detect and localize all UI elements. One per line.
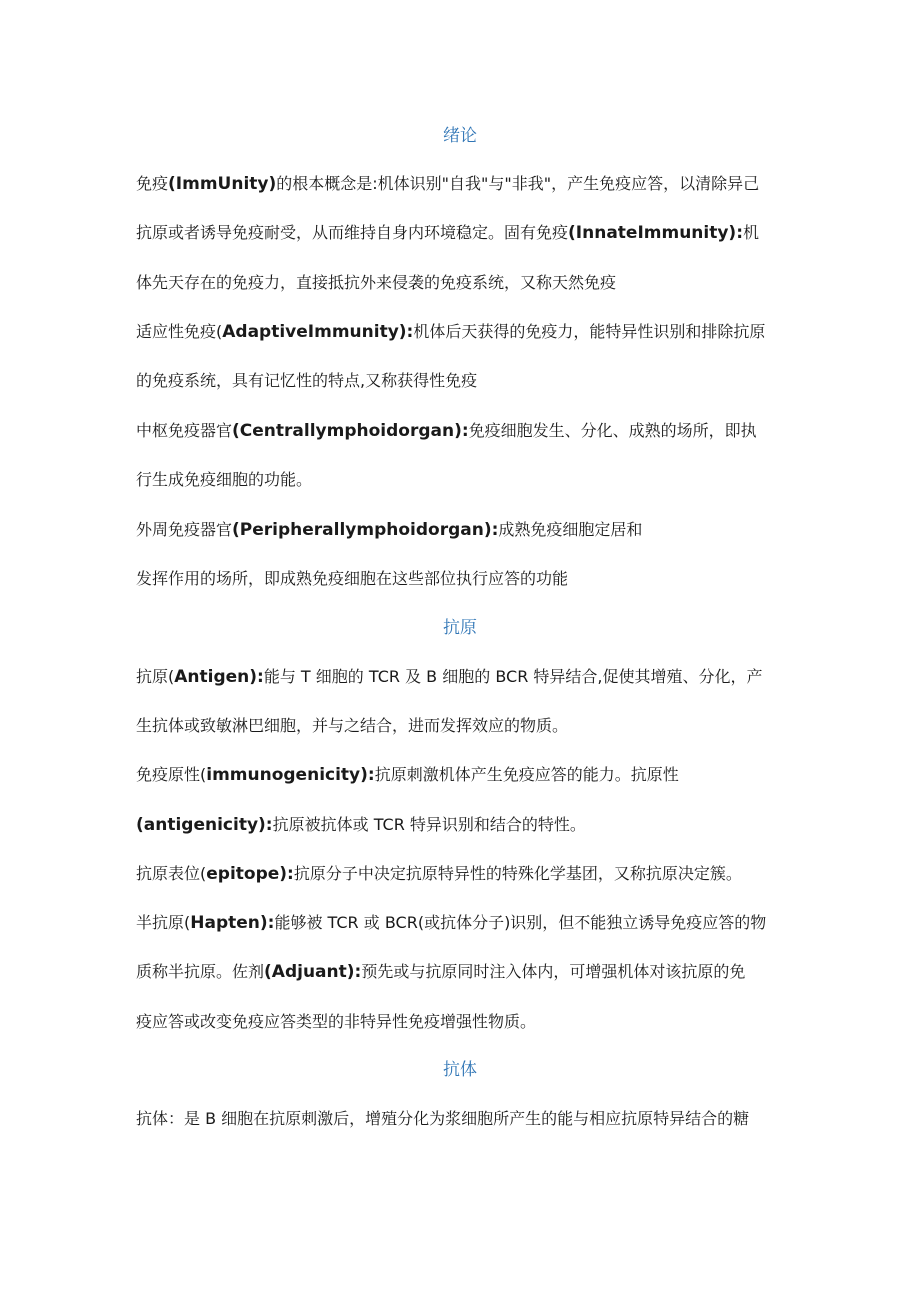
paragraph-line: 抗原或者诱导免疫耐受，从而维持自身内环境稳定。固有免疫(InnateImmunity):机 <box>136 223 760 243</box>
section-heading-introduction: 绪论 <box>443 126 477 146</box>
paragraph-line: 半抗原(Hapten):能够被 TCR 或 BCR(或抗体分子)识别，但不能独立诱导免疫应答的物 <box>136 913 767 933</box>
paragraph-line: 生抗体或致敏淋巴细胞，并与之结合，进而发挥效应的物质。 <box>136 716 569 735</box>
paragraph-line: 质称半抗原。佐剂(Adjuant):预先或与抗原同时注入体内，可增强机体对该抗原的免 <box>136 962 746 982</box>
paragraph-line: 适应性免疫(AdaptiveImmunity):机体后天获得的免疫力，能特异性识别和排除抗原 <box>136 322 766 342</box>
paragraph-line: 抗原(Antigen):能与 T 细胞的 TCR 及 B 细胞的 BCR 特异结合,促使其增殖、分化，产 <box>136 667 763 687</box>
paragraph-line: (antigenicity):抗原被抗体或 TCR 特异识别和结合的特性。 <box>136 815 586 835</box>
paragraph-line: 免疫(ImmUnity)的根本概念是:机体识别"自我"与"非我"，产生免疫应答，以清除异己 <box>136 174 760 194</box>
paragraph-line: 的免疫系统，具有记忆性的特点,又称获得性免疫 <box>136 371 478 390</box>
term: (Centrallymphoidorgan): <box>232 421 469 441</box>
paragraph-line: 行生成免疫细胞的功能。 <box>136 470 313 489</box>
term: (InnateImmunity): <box>568 223 744 243</box>
paragraph-line: 抗原表位(epitope):抗原分子中决定抗原特异性的特殊化学基团，又称抗原决定簇。 <box>136 864 742 884</box>
term: (Peripherallymphoidorgan): <box>232 520 499 540</box>
paragraph-line: 疫应答或改变免疫应答类型的非特异性免疫增强性物质。 <box>136 1012 537 1031</box>
paragraph-line: 抗体：是 B 细胞在抗原刺激后，增殖分化为浆细胞所产生的能与相应抗原特异结合的糖 <box>136 1109 750 1128</box>
term: (antigenicity): <box>136 815 273 835</box>
paragraph-line: 免疫原性(immunogenicity):抗原刺激机体产生免疫应答的能力。抗原性 <box>136 765 679 785</box>
paragraph-line: 发挥作用的场所，即成熟免疫细胞在这些部位执行应答的功能 <box>136 569 569 588</box>
term: immunogenicity): <box>206 765 375 785</box>
term: Antigen): <box>174 667 264 687</box>
paragraph-line: 中枢免疫器官(Centrallymphoidorgan):免疫细胞发生、分化、成熟的场所，即执 <box>136 421 757 441</box>
paragraph-line: 外周免疫器官(Peripherallymphoidorgan):成熟免疫细胞定居和 <box>136 520 643 540</box>
term: AdaptiveImmunity): <box>222 322 414 342</box>
section-heading-antigen: 抗原 <box>443 618 477 638</box>
section-heading-antibody: 抗体 <box>443 1060 477 1080</box>
term: epitope): <box>206 864 294 884</box>
term: (Adjuant): <box>264 962 362 982</box>
term: (ImmUnity) <box>168 174 277 194</box>
paragraph-line: 体先天存在的免疫力，直接抵抗外来侵袭的免疫系统，又称天然免疫 <box>136 273 617 292</box>
term: Hapten): <box>190 913 275 933</box>
